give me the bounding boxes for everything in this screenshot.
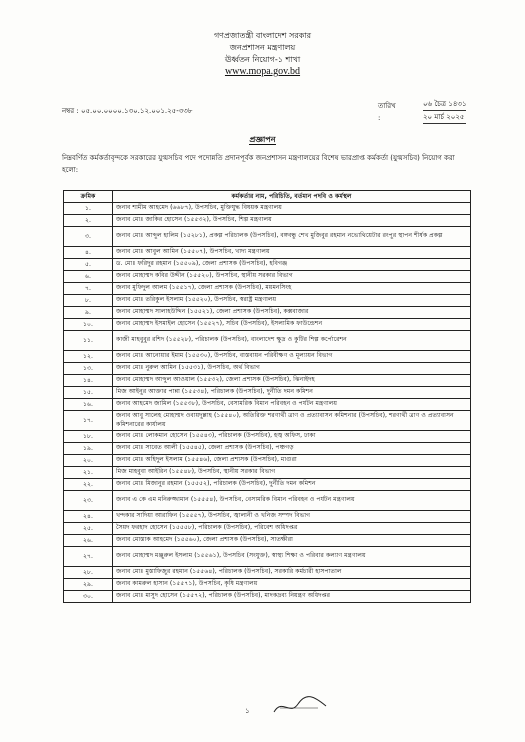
row-officer-details: জনাব মোঃ মুস্তাফিজুর রহমান (১৫৫৬৪), পরিচালক (উপসচিব), সরকারি কর্মচারী হাসপাতাল [113, 567, 471, 579]
website-link[interactable]: www.mopa.gov.bd [224, 66, 301, 77]
letterhead [0, 30, 525, 78]
table-row [64, 579, 471, 591]
row-serial: ২৪. [64, 511, 113, 523]
table-row [64, 227, 471, 247]
row-serial: ২৫. [64, 523, 113, 535]
row-officer-details: জনাব মোঃ লোকমান হোসেন (১৫৫৪৩), পরিচালক (উপসচিব), হজ্ব অফিস, ঢাকা [113, 431, 471, 443]
row-serial: ২৩. [64, 491, 113, 511]
table-row [64, 247, 471, 259]
row-officer-details: জনাব মুফিদুল আলম (১৫৫১৭), জেলা প্রশাসক (উপসচিব), ময়মনসিংহ [113, 283, 471, 295]
row-officer-details: জনাব মোঃ আবুল আমিন (১৫৫০৭), উপসচিব, খাদ্য মন্ত্রণালয় [113, 247, 471, 259]
row-officer-details: জনাব মোস্তাক আহমেদ (১৫৫৬০), জেলা প্রশাসক (উপসচিব), সাতক্ষীরা [113, 535, 471, 547]
row-serial: ৭. [64, 283, 113, 295]
officer-table [63, 190, 471, 603]
table-row [64, 411, 471, 431]
table-row [64, 399, 471, 411]
table-row [64, 455, 471, 467]
row-officer-details: জনাব মোহাম্মদ সালাহউদ্দিন (১৫৫২১), জেলা প্রশাসক (উপসচিব), কক্সবাজার [113, 307, 471, 319]
row-serial: ১৩. [64, 363, 113, 375]
table-row [64, 523, 471, 535]
row-officer-details: জনাব এ কে এম মনিরুজ্জামান (১৫৫৫৪), উপসচিব, বেসামরিক বিমান পরিবহন ও পর্যটন মন্ত্রণালয় [113, 491, 471, 511]
table-row [64, 567, 471, 579]
ministry-name: জনপ্রশাসন মন্ত্রণালয় [229, 43, 296, 52]
memo-number: নম্বর : ০৫.০০.০০০০.১৩০.১২.০০১.২৫-৩৩৮ [62, 107, 193, 115]
row-serial: ৮. [64, 295, 113, 307]
row-serial: ২৮. [64, 567, 113, 579]
row-serial: ২০. [64, 455, 113, 467]
date-label: তারিখ : [378, 102, 396, 122]
row-serial: ১৫. [64, 387, 113, 399]
table-row [64, 479, 471, 491]
row-serial: ৪. [64, 247, 113, 259]
row-officer-details: কাজী মাহবুবুর রশিদ (১৫৫২৮), পরিচালক (উপসচিব), বাংলাদেশ ক্ষুদ্র ও কুটির শিল্প কর্পোরেশন [113, 331, 471, 351]
row-officer-details: জনাব শামীম আহমেদ (৬৬৮৭), উপসচিব, মুক্তিযুদ্ধ বিষয়ক মন্ত্রণালয় [113, 203, 471, 215]
row-serial: ১৪. [64, 375, 113, 387]
table-row [64, 431, 471, 443]
column-header-serial: ক্রমিক [64, 191, 113, 203]
table-row [64, 467, 471, 479]
row-officer-details: জনাব মোঃ জাকির হোসেন (১৫৫৩২), উপসচিব, শিল্প মন্ত্রণালয় [113, 215, 471, 227]
row-serial: ৩০. [64, 591, 113, 603]
table-row [64, 547, 471, 567]
row-serial: ১৮. [64, 431, 113, 443]
section-name: ঊর্ধ্বতন নিয়োগ-১ শাখা [224, 55, 301, 64]
row-officer-details: খন্দকার সাদিয়া আরাফিন (১৫৫৫৭), উপসচিব, জ্বালানী ও খনিজ সম্পদ বিভাগ [113, 511, 471, 523]
row-serial: ১৭. [64, 411, 113, 431]
page-number: ১ [245, 707, 250, 715]
table-row [64, 307, 471, 319]
date-english: ২০ মার্চ ২০২৫ [423, 111, 466, 124]
row-officer-details: মিজ আইনুর আক্তার পান্না (১৫৫৩৪), পরিচালক (উপসচিব), দুর্নীতি দমন কমিশন [113, 387, 471, 399]
row-officer-details: জনাব মোহাম্মদ ইসমাইল হোসেন (১৫৫২৭), সচিব (উপসচিব), ইসলামিক ফাউন্ডেশন [113, 319, 471, 331]
table-row [64, 591, 471, 603]
row-serial: ৯. [64, 307, 113, 319]
row-serial: ২৭. [64, 547, 113, 567]
row-officer-details: জনাব আবু সালেহ মোহাম্মদ ওবায়দুল্লাহ (১৫৫৪০), অতিরিক্ত শরণার্থী ত্রাণ ও প্রত্যাবাসন কমিশনার (উপসচিব), শরণার্থী ত্রাণ ও প্রত্যাবাসন কমিশনারের কার্যালয় [113, 411, 471, 431]
table-row [64, 331, 471, 351]
table-row [64, 271, 471, 283]
row-serial: ১০. [64, 319, 113, 331]
row-officer-details: জনাব মোঃ তরিকুল ইসলাম (১৫৫২০), উপসচিব, স্বরাষ্ট্র মন্ত্রণালয় [113, 295, 471, 307]
row-serial: ২৬. [64, 535, 113, 547]
row-officer-details: জনাব মোঃ সাবেত আলী (১৫৫৪৫), জেলা প্রশাসক (উপসচিব), পঞ্চগড় [113, 443, 471, 455]
row-officer-details: জনাব মোঃ মিজানুর রহমান (১৫৫৫২), পরিচালক (উপসচিব), দুর্নীতি দমন কমিশন [113, 479, 471, 491]
intro-paragraph: নিম্নবর্ণিত কর্মকর্তাবৃন্দকে সরকারের যুগ্মসচিব পদে পদোন্নতি প্রদানপূর্বক জনপ্রশাসন মন্ত্রণালয়ের বিশেষ ভারপ্রাপ্ত কর্মকর্তা (যুগ্মসচিব) নিয়োগ করা হলো: [62, 154, 455, 174]
row-serial: ৬. [64, 271, 113, 283]
table-row [64, 375, 471, 387]
table-row [64, 491, 471, 511]
row-serial: ১২. [64, 351, 113, 363]
table-row [64, 215, 471, 227]
row-serial: ২৯. [64, 579, 113, 591]
table-row [64, 283, 471, 295]
row-serial: ১১. [64, 331, 113, 351]
table-row [64, 511, 471, 523]
table-row [64, 443, 471, 455]
row-serial: ২২. [64, 479, 113, 491]
row-officer-details: জনাব মোঃ আব্দুল হালিম (১৫২৮১), প্রকল্প পরিচালক (উপসচিব), বঙ্গবন্ধু শেখ মুজিবুর রহমান নভোথিয়েটার রংপুর স্থাপন শীর্ষক প্রকল্প [113, 227, 471, 247]
table-row [64, 387, 471, 399]
column-header-details: কর্মকর্তার নাম, পরিচিতি, বর্তমান পদবি ও কর্মস্থল [113, 191, 471, 203]
table-row [64, 295, 471, 307]
row-serial: ১৬. [64, 399, 113, 411]
row-officer-details: জনাব কামরুল হাসান (১৫৫৭১), উপসচিব, কৃষি মন্ত্রণালয় [113, 579, 471, 591]
row-officer-details: জনাব মোঃ মাসুদ হোসেন (১৫৫৭২), পরিচালক (উপসচিব), মাদকদ্রব্য নিয়ন্ত্রণ অধিদপ্তর [113, 591, 471, 603]
row-officer-details: জনাব মোহাম্মদ মঞ্জুরুল ইসলাম (১৫৫৬১), উপসচিব (সংযুক্ত), স্বাস্থ্য শিক্ষা ও পরিবার কল্যাণ মন্ত্রণালয় [113, 547, 471, 567]
date-bangla: ০৬ চৈত্র ১৪৩১ [423, 98, 466, 111]
row-officer-details: জনাব মোঃ আনোয়ার ইমাম (১৫৫৩০), উপসচিব, বাস্তবায়ন পরিবীক্ষণ ও মূল্যায়ন বিভাগ [113, 351, 471, 363]
table-row [64, 363, 471, 375]
table-row [64, 535, 471, 547]
table-row [64, 319, 471, 331]
signature-scribble [270, 690, 330, 720]
row-serial: ২. [64, 215, 113, 227]
row-serial: ২১. [64, 467, 113, 479]
table-row [64, 259, 471, 271]
row-officer-details: সৈয়দ ফরহাদ হোসেন (১৫৫৫৮), পরিচালক (উপসচিব), পরিবেশ অধিদপ্তর [113, 523, 471, 535]
row-serial: ৩. [64, 227, 113, 247]
notice-title [0, 134, 525, 147]
govt-name: গণপ্রজাতন্ত্রী বাংলাদেশ সরকার [213, 31, 312, 40]
row-officer-details: জনাব মোঃ নুরুল আমিন (১৫৫৩১), উপসচিব, অর্থ বিভাগ [113, 363, 471, 375]
row-officer-details: ড. মোঃ ফরিদুর রহমান (১৫৫০৯), জেলা প্রশাসক (উপসচিব), হবিগঞ্জ [113, 259, 471, 271]
row-officer-details: জনাব মোহাম্মদ আব্দুল আওয়াল (১৫৫৩২), জেলা প্রশাসক (উপসচিব), ঝিনাইদহ [113, 375, 471, 387]
notice-title-text: প্রজ্ঞাপন [249, 135, 276, 144]
row-officer-details: জনাব আহমেদ জামিল (১৫৫৩৮), উপসচিব, বেসামরিক বিমান পরিবহন ও পর্যটন মন্ত্রণালয় [113, 399, 471, 411]
row-serial: ১. [64, 203, 113, 215]
row-officer-details: মিজ মাহবুবা আইরিন (১৫৫৪৮), উপসচিব, স্থানীয় সরকার বিভাগ [113, 467, 471, 479]
table-row [64, 203, 471, 215]
row-serial: ১৯. [64, 443, 113, 455]
row-serial: ৫. [64, 259, 113, 271]
table-row [64, 351, 471, 363]
row-officer-details: জনাব মোঃ অহিদুল ইসলাম (১৫৫৪৬), জেলা প্রশাসক (উপসচিব), মাগুরা [113, 455, 471, 467]
row-officer-details: জনাব মোহাম্মদ কবির উদ্দীন (১৫৫২০), উপসচিব, স্থানীয় সরকার বিভাগ [113, 271, 471, 283]
